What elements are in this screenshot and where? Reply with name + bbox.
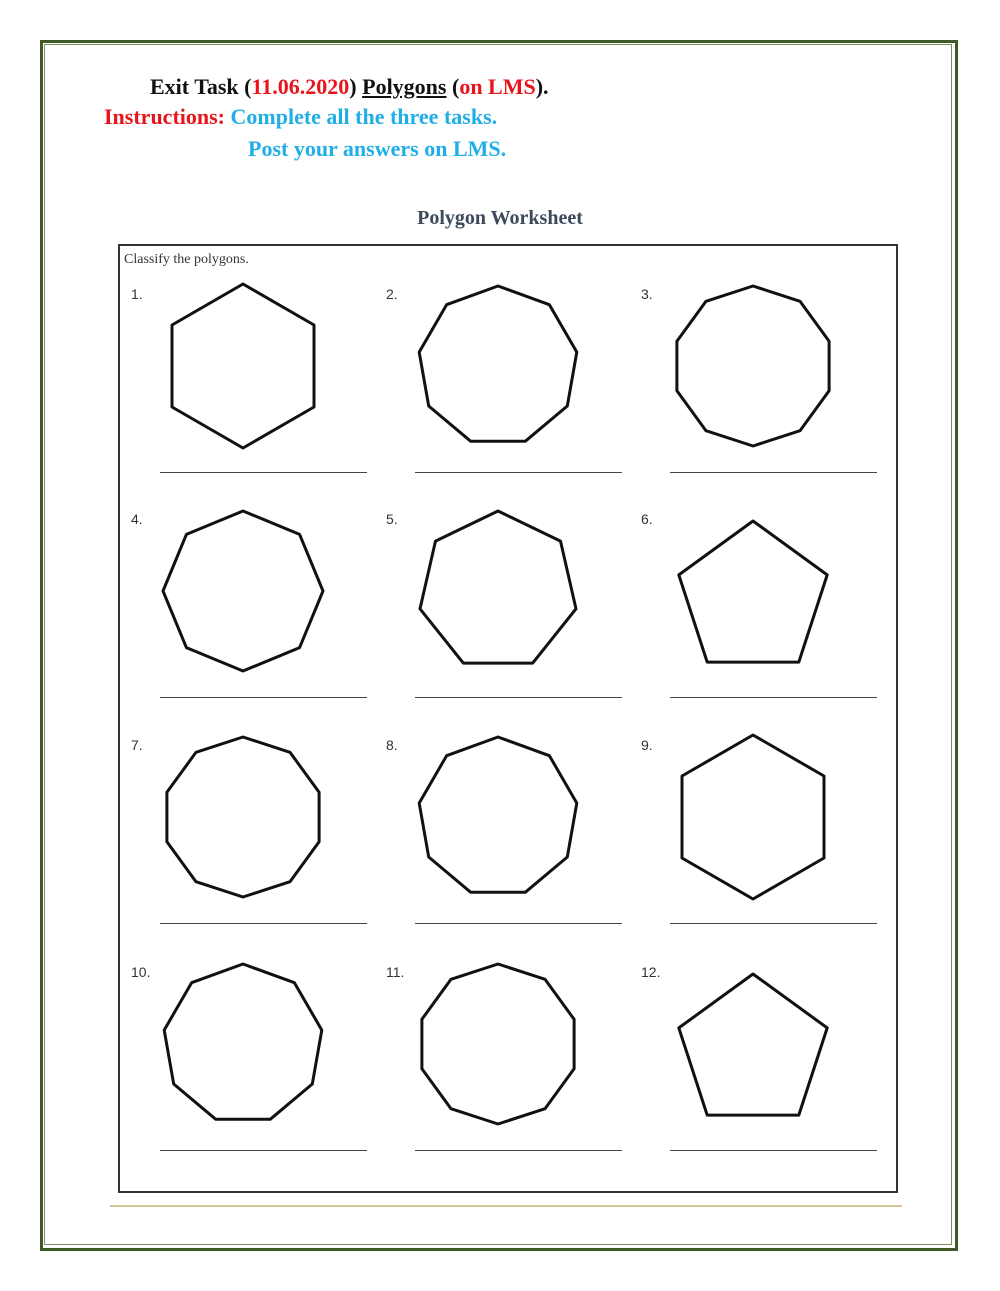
item-number: 5.	[386, 511, 398, 527]
item-number: 8.	[386, 737, 398, 753]
item-number: 11.	[386, 964, 405, 980]
polygon-6-sides	[172, 284, 314, 448]
item-number: 3.	[641, 286, 653, 302]
polygon-10-sides	[167, 737, 319, 897]
polygon-5-sides	[679, 521, 827, 662]
polygon-5-sides	[679, 974, 827, 1115]
item-number: 7.	[131, 737, 143, 753]
item-number: 2.	[386, 286, 398, 302]
footer-rule	[110, 1205, 902, 1207]
polygon-9-sides	[419, 737, 577, 892]
worksheet-title: Polygon Worksheet	[417, 207, 583, 229]
heading-prefix: Exit Task (	[150, 74, 252, 99]
heading-mid: )	[349, 74, 363, 99]
polygon-9-sides	[164, 964, 322, 1119]
item-number: 1.	[131, 286, 143, 302]
heading-platform: on LMS	[459, 74, 536, 99]
heading-close: ).	[535, 74, 549, 99]
polygon-8-sides	[163, 511, 323, 671]
heading-topic: Polygons	[362, 74, 447, 99]
item-number: 9.	[641, 737, 653, 753]
instructions-label: Instructions:	[104, 104, 226, 129]
polygon-7-sides	[420, 511, 576, 663]
instructions-text: Complete all the three tasks.	[225, 104, 498, 129]
polygon-10-sides	[422, 964, 574, 1124]
item-number: 4.	[131, 511, 143, 527]
item-number: 6.	[641, 511, 653, 527]
polygon-9-sides	[419, 286, 577, 441]
heading-date: 11.06.2020	[251, 74, 350, 99]
polygon-10-sides	[677, 286, 829, 446]
post-answers-line: Post your answers on LMS.	[248, 136, 507, 161]
polygon-6-sides	[682, 735, 824, 899]
item-number: 12.	[641, 964, 661, 980]
item-number: 10.	[131, 964, 151, 980]
worksheet-instruction: Classify the polygons.	[124, 252, 249, 267]
heading-open: (	[446, 74, 460, 99]
